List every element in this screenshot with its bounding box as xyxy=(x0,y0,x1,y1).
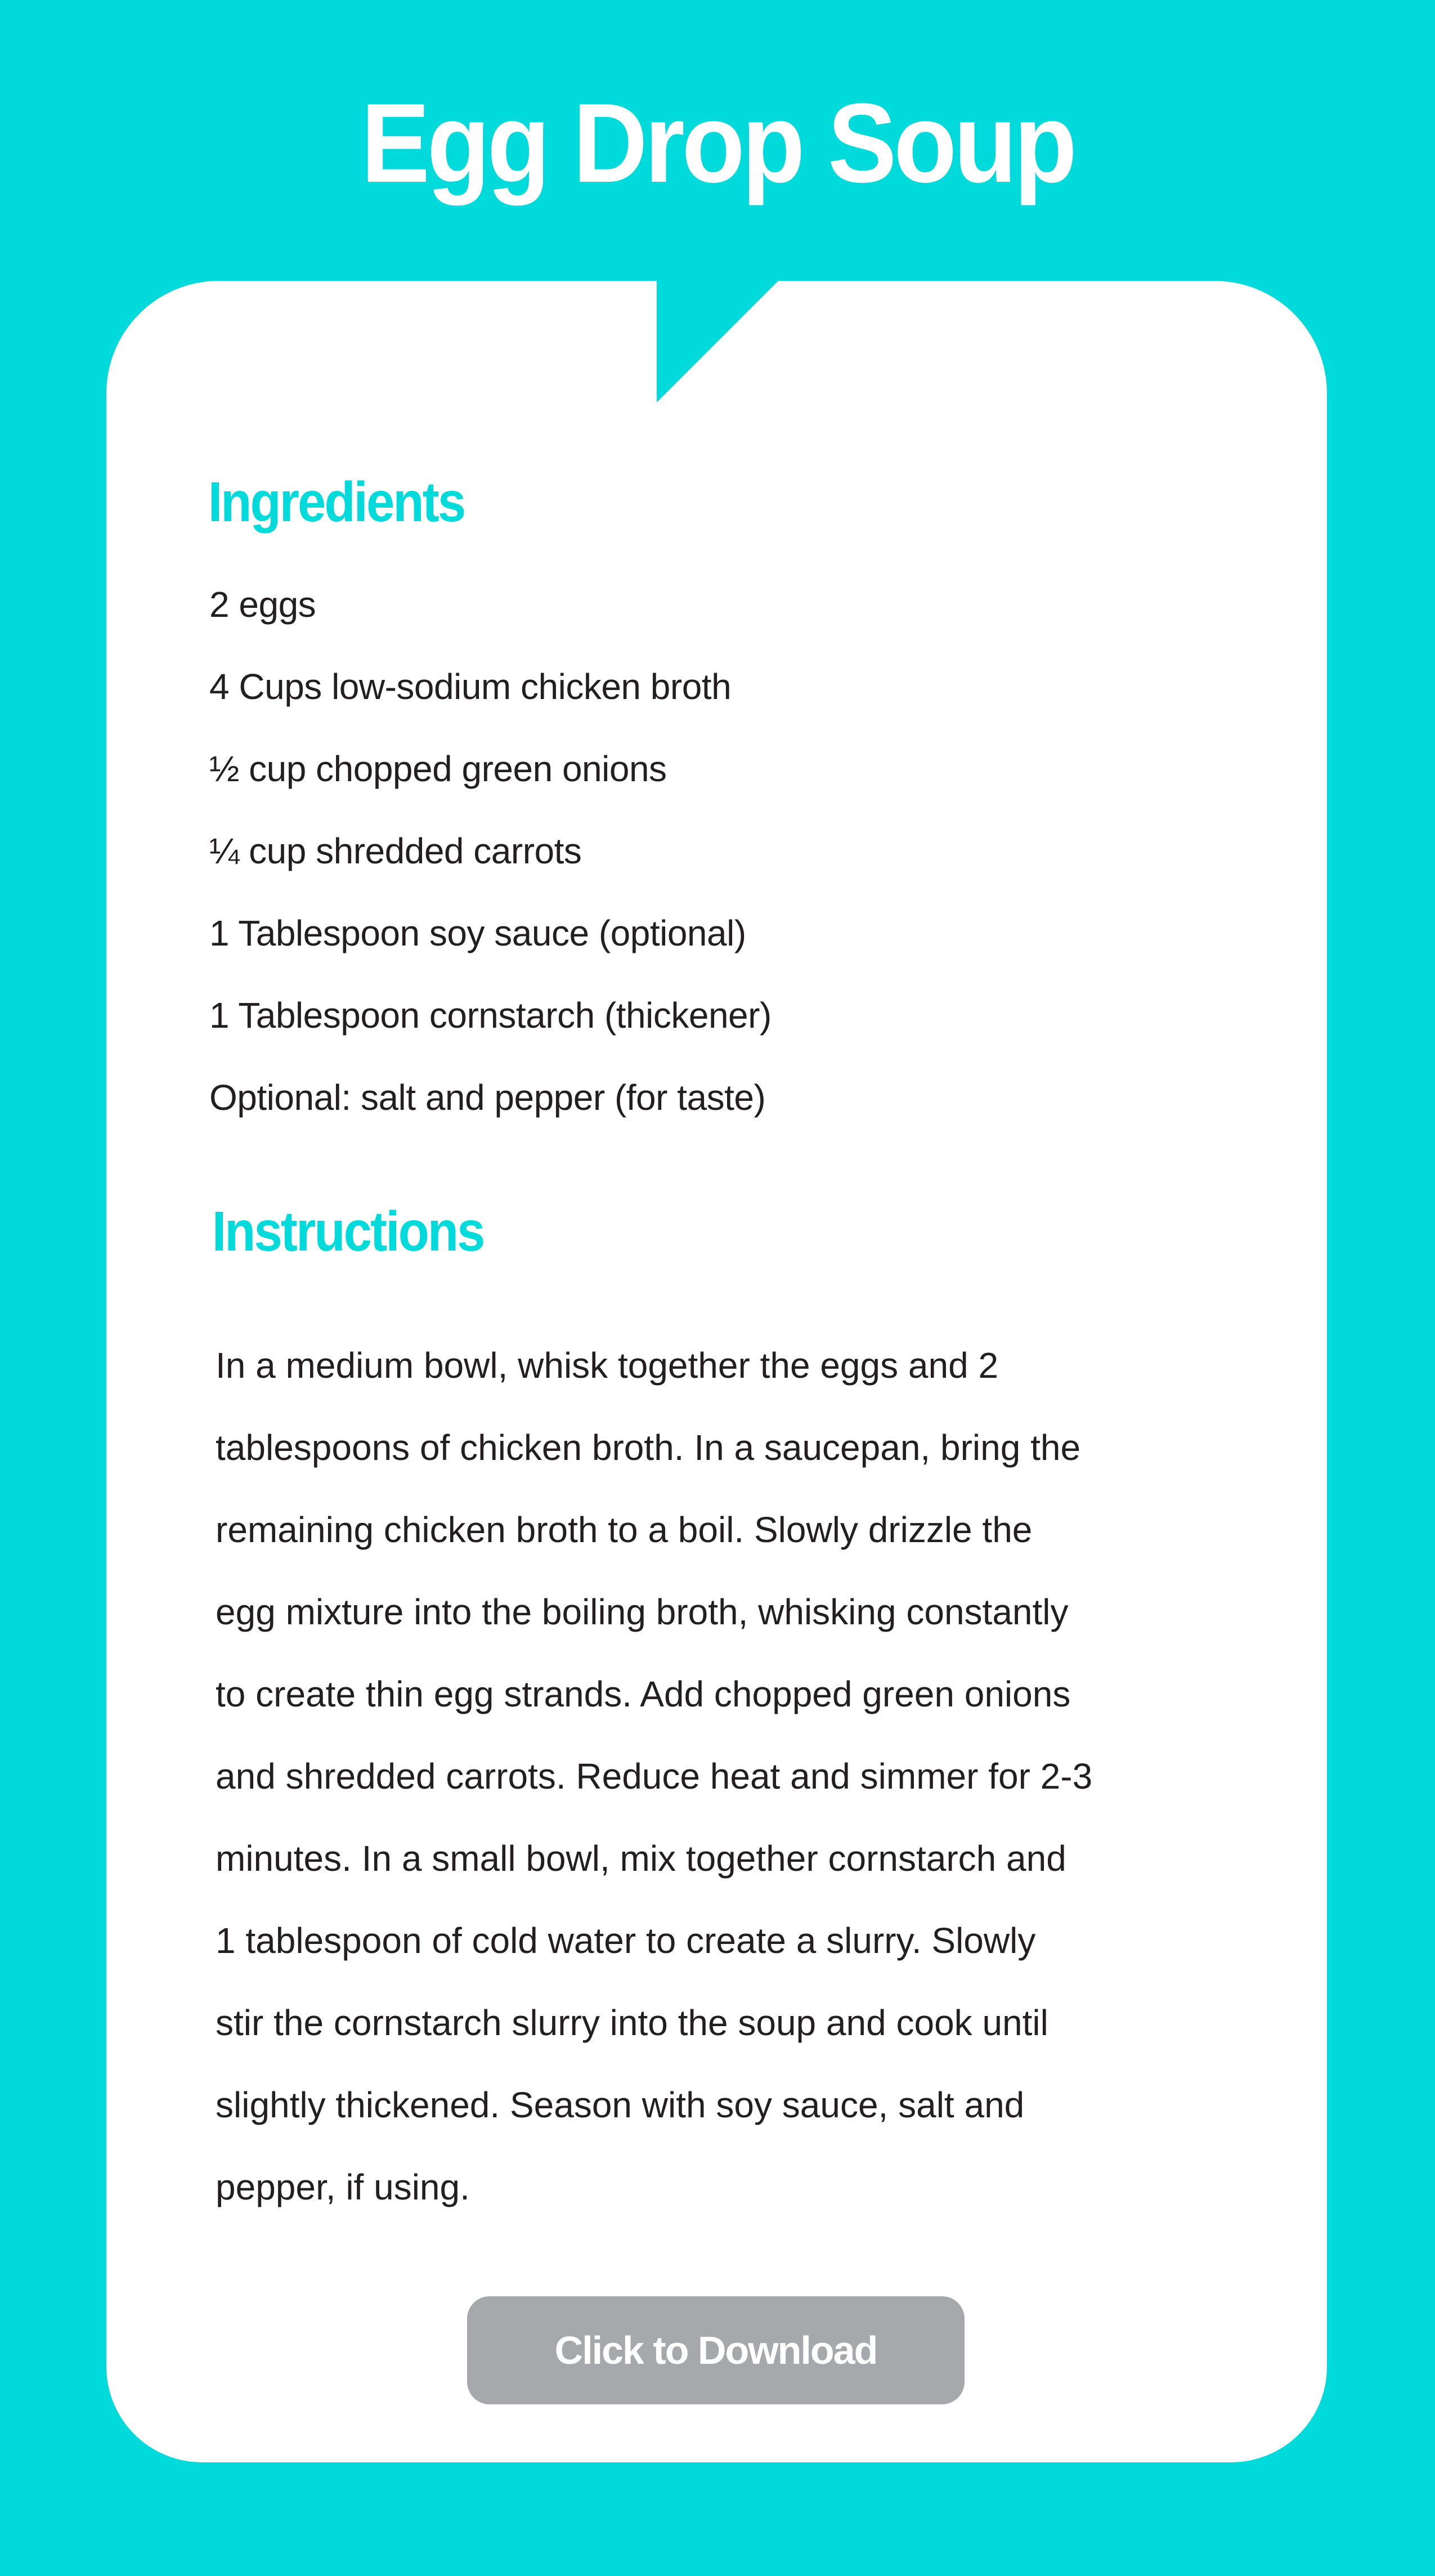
ingredient-item: ½ cup chopped green onions xyxy=(209,749,667,789)
ingredients-heading: Ingredients xyxy=(208,471,465,534)
recipe-card xyxy=(106,281,1327,2462)
instructions-line: In a medium bowl, whisk together the eggs and 2 xyxy=(216,1345,999,1386)
instructions-heading: Instructions xyxy=(212,1200,484,1263)
instructions-line: slightly thickened. Season with soy sauce, salt and xyxy=(216,2085,1025,2125)
page-title: Egg Drop Soup xyxy=(361,80,1074,206)
instructions-line: stir the cornstarch slurry into the soup and cook until xyxy=(216,2002,1048,2043)
instructions-line: tablespoons of chicken broth. In a saucepan, bring the xyxy=(216,1427,1081,1468)
ingredient-item: 1 Tablespoon cornstarch (thickener) xyxy=(209,995,772,1036)
ingredients-list xyxy=(209,563,772,1139)
speech-bubble-notch xyxy=(657,281,778,402)
instructions-line: minutes. In a small bowl, mix together cornstarch and xyxy=(216,1838,1066,1879)
instructions-line: pepper, if using. xyxy=(216,2167,470,2207)
instructions-line: 1 tablespoon of cold water to create a slurry. Slowly xyxy=(216,1920,1036,1961)
ingredient-item: ¼ cup shredded carrots xyxy=(209,831,582,871)
instructions-line: egg mixture into the boiling broth, whisking constantly xyxy=(216,1592,1069,1632)
ingredient-item: 1 Tablespoon soy sauce (optional) xyxy=(209,913,746,953)
instructions-paragraph xyxy=(216,1324,1228,2228)
instructions-line: remaining chicken broth to a boil. Slowly drizzle the xyxy=(216,1509,1033,1550)
ingredient-item: 2 eggs xyxy=(209,584,316,625)
ingredient-item: Optional: salt and pepper (for taste) xyxy=(209,1077,766,1118)
download-button[interactable]: Click to Download xyxy=(467,2296,965,2404)
ingredient-item: 4 Cups low-sodium chicken broth xyxy=(209,666,732,707)
instructions-line: and shredded carrots. Reduce heat and simmer for 2-3 xyxy=(216,1756,1093,1797)
instructions-line: to create thin egg strands. Add chopped green onions xyxy=(216,1674,1071,1714)
